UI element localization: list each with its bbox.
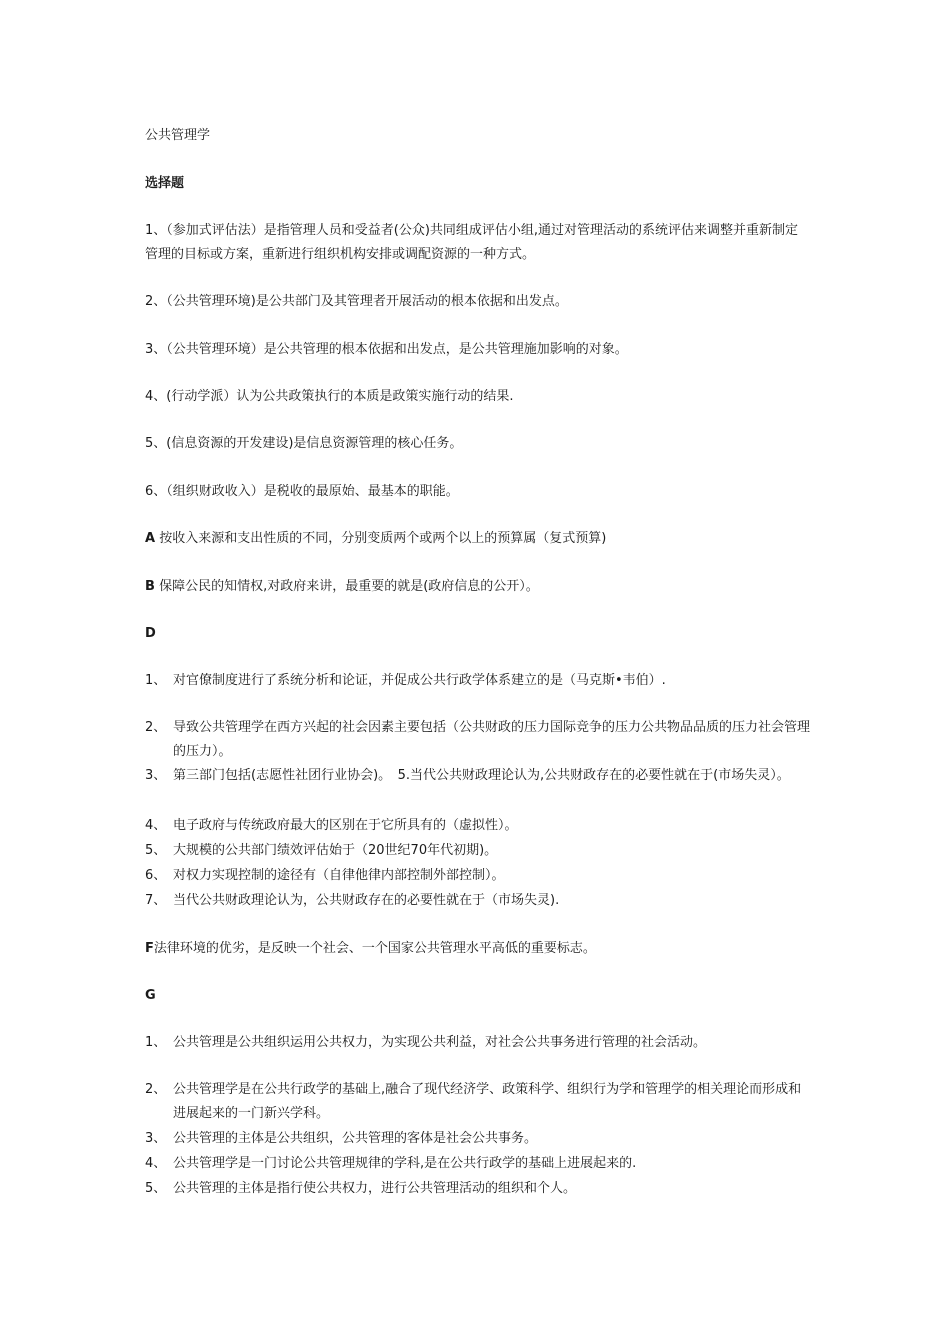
g-item-2	[145, 1078, 810, 1126]
d-item-1	[145, 669, 810, 693]
d-item-number: 6、	[145, 868, 167, 883]
d-item-number: 5、	[145, 843, 167, 858]
d-item-3	[145, 764, 810, 812]
choice-item-5: 5、(信息资源的开发建设)是信息资源管理的核心任务。	[145, 436, 463, 451]
letter-a-text: 按收入来源和支出性质的不同，分别变质两个或两个以上的预算属（复式预算)	[159, 531, 607, 546]
g-item-text: 公共管理的主体是指行使公共权力，进行公共管理活动的组织和个人。	[173, 1181, 577, 1196]
choice-item-4: 4、(行动学派）认为公共政策执行的本质是政策实施行动的结果.	[145, 389, 514, 404]
d-item-number: 2、	[145, 720, 167, 735]
letter-b-text: 保障公民的知情权,对政府来讲，最重要的就是(政府信息的公开）。	[159, 579, 539, 594]
choice-item-2: 2、（公共管理环境)是公共部门及其管理者开展活动的根本依据和出发点。	[145, 294, 568, 309]
g-item-number: 2、	[145, 1082, 167, 1097]
choice-item-6: 6、（组织财政收入）是税收的最原始、最基本的职能。	[145, 484, 459, 499]
document-title: 公共管理学	[145, 128, 211, 143]
letter-f: F	[145, 941, 154, 956]
d-item-text: 对官僚制度进行了系统分析和论证，并促成公共行政学体系建立的是（马克斯•韦伯）.	[173, 673, 666, 688]
g-item-5	[145, 1177, 810, 1201]
d-item-6	[145, 864, 810, 888]
d-item-4	[145, 814, 810, 838]
letter-a: A	[145, 531, 156, 546]
letter-item-f	[145, 937, 810, 961]
g-item-number: 1、	[145, 1035, 167, 1050]
d-item-text: 电子政府与传统政府最大的区别在于它所具有的（虚拟性）。	[173, 818, 518, 833]
g-item-number: 5、	[145, 1181, 167, 1196]
g-item-4	[145, 1152, 810, 1176]
d-item-5	[145, 839, 810, 863]
letter-item-b	[145, 575, 810, 599]
g-item-number: 3、	[145, 1131, 167, 1146]
g-item-3	[145, 1127, 810, 1151]
choice-item-1: 1、（参加式评估法）是指管理人员和受益者(公众)共同组成评估小组,通过对管理活动的系统评估来调整并重新制定管理的目标或方案，重新进行组织机构安排或调配资源的一种方式。	[145, 223, 799, 262]
d-item-number: 4、	[145, 818, 167, 833]
heading-d: D	[145, 626, 156, 641]
d-item-number: 3、	[145, 768, 167, 783]
d-item-text: 导致公共管理学在西方兴起的社会因素主要包括（公共财政的压力国际竞争的压力公共物品品质的压力社会管理的压力）。	[173, 720, 811, 759]
d-item-text: 当代公共财政理论认为，公共财政存在的必要性就在于（市场失灵).	[173, 893, 560, 908]
d-item-text: 对权力实现控制的途径有（自律他律内部控制外部控制）。	[173, 868, 505, 883]
g-item-text: 公共管理学是在公共行政学的基础上,融合了现代经济学、政策科学、组织行为学和管理学的相关理论而形成和进展起来的一门新兴学科。	[173, 1082, 802, 1121]
g-item-text: 公共管理学是一门讨论公共管理规律的学科,是在公共行政学的基础上进展起来的.	[173, 1156, 637, 1171]
d-item-2	[145, 716, 810, 764]
d-item-number: 7、	[145, 893, 167, 908]
g-item-number: 4、	[145, 1156, 167, 1171]
choice-item-3: 3、（公共管理环境）是公共管理的根本依据和出发点，是公共管理施加影响的对象。	[145, 342, 628, 357]
section-heading-choice: 选择题	[145, 176, 185, 191]
d-item-7	[145, 889, 810, 913]
d-item-text: 大规模的公共部门绩效评估始于（20世纪70年代初期)。	[173, 843, 498, 858]
heading-g: G	[145, 988, 156, 1003]
letter-b: B	[145, 579, 155, 594]
g-item-text: 公共管理的主体是公共组织，公共管理的客体是社会公共事务。	[173, 1131, 538, 1146]
g-item-1	[145, 1031, 810, 1055]
letter-f-text: 法律环境的优劣，是反映一个社会、一个国家公共管理水平高低的重要标志。	[153, 941, 596, 956]
d-item-number: 1、	[145, 673, 167, 688]
d-item-text: 第三部门包括(志愿性社团行业协会)。 5.当代公共财政理论认为,公共财政存在的必要性就在于(市场失灵）。	[173, 768, 790, 783]
letter-item-a	[145, 527, 810, 551]
g-item-text: 公共管理是公共组织运用公共权力，为实现公共利益，对社会公共事务进行管理的社会活动。	[173, 1035, 707, 1050]
